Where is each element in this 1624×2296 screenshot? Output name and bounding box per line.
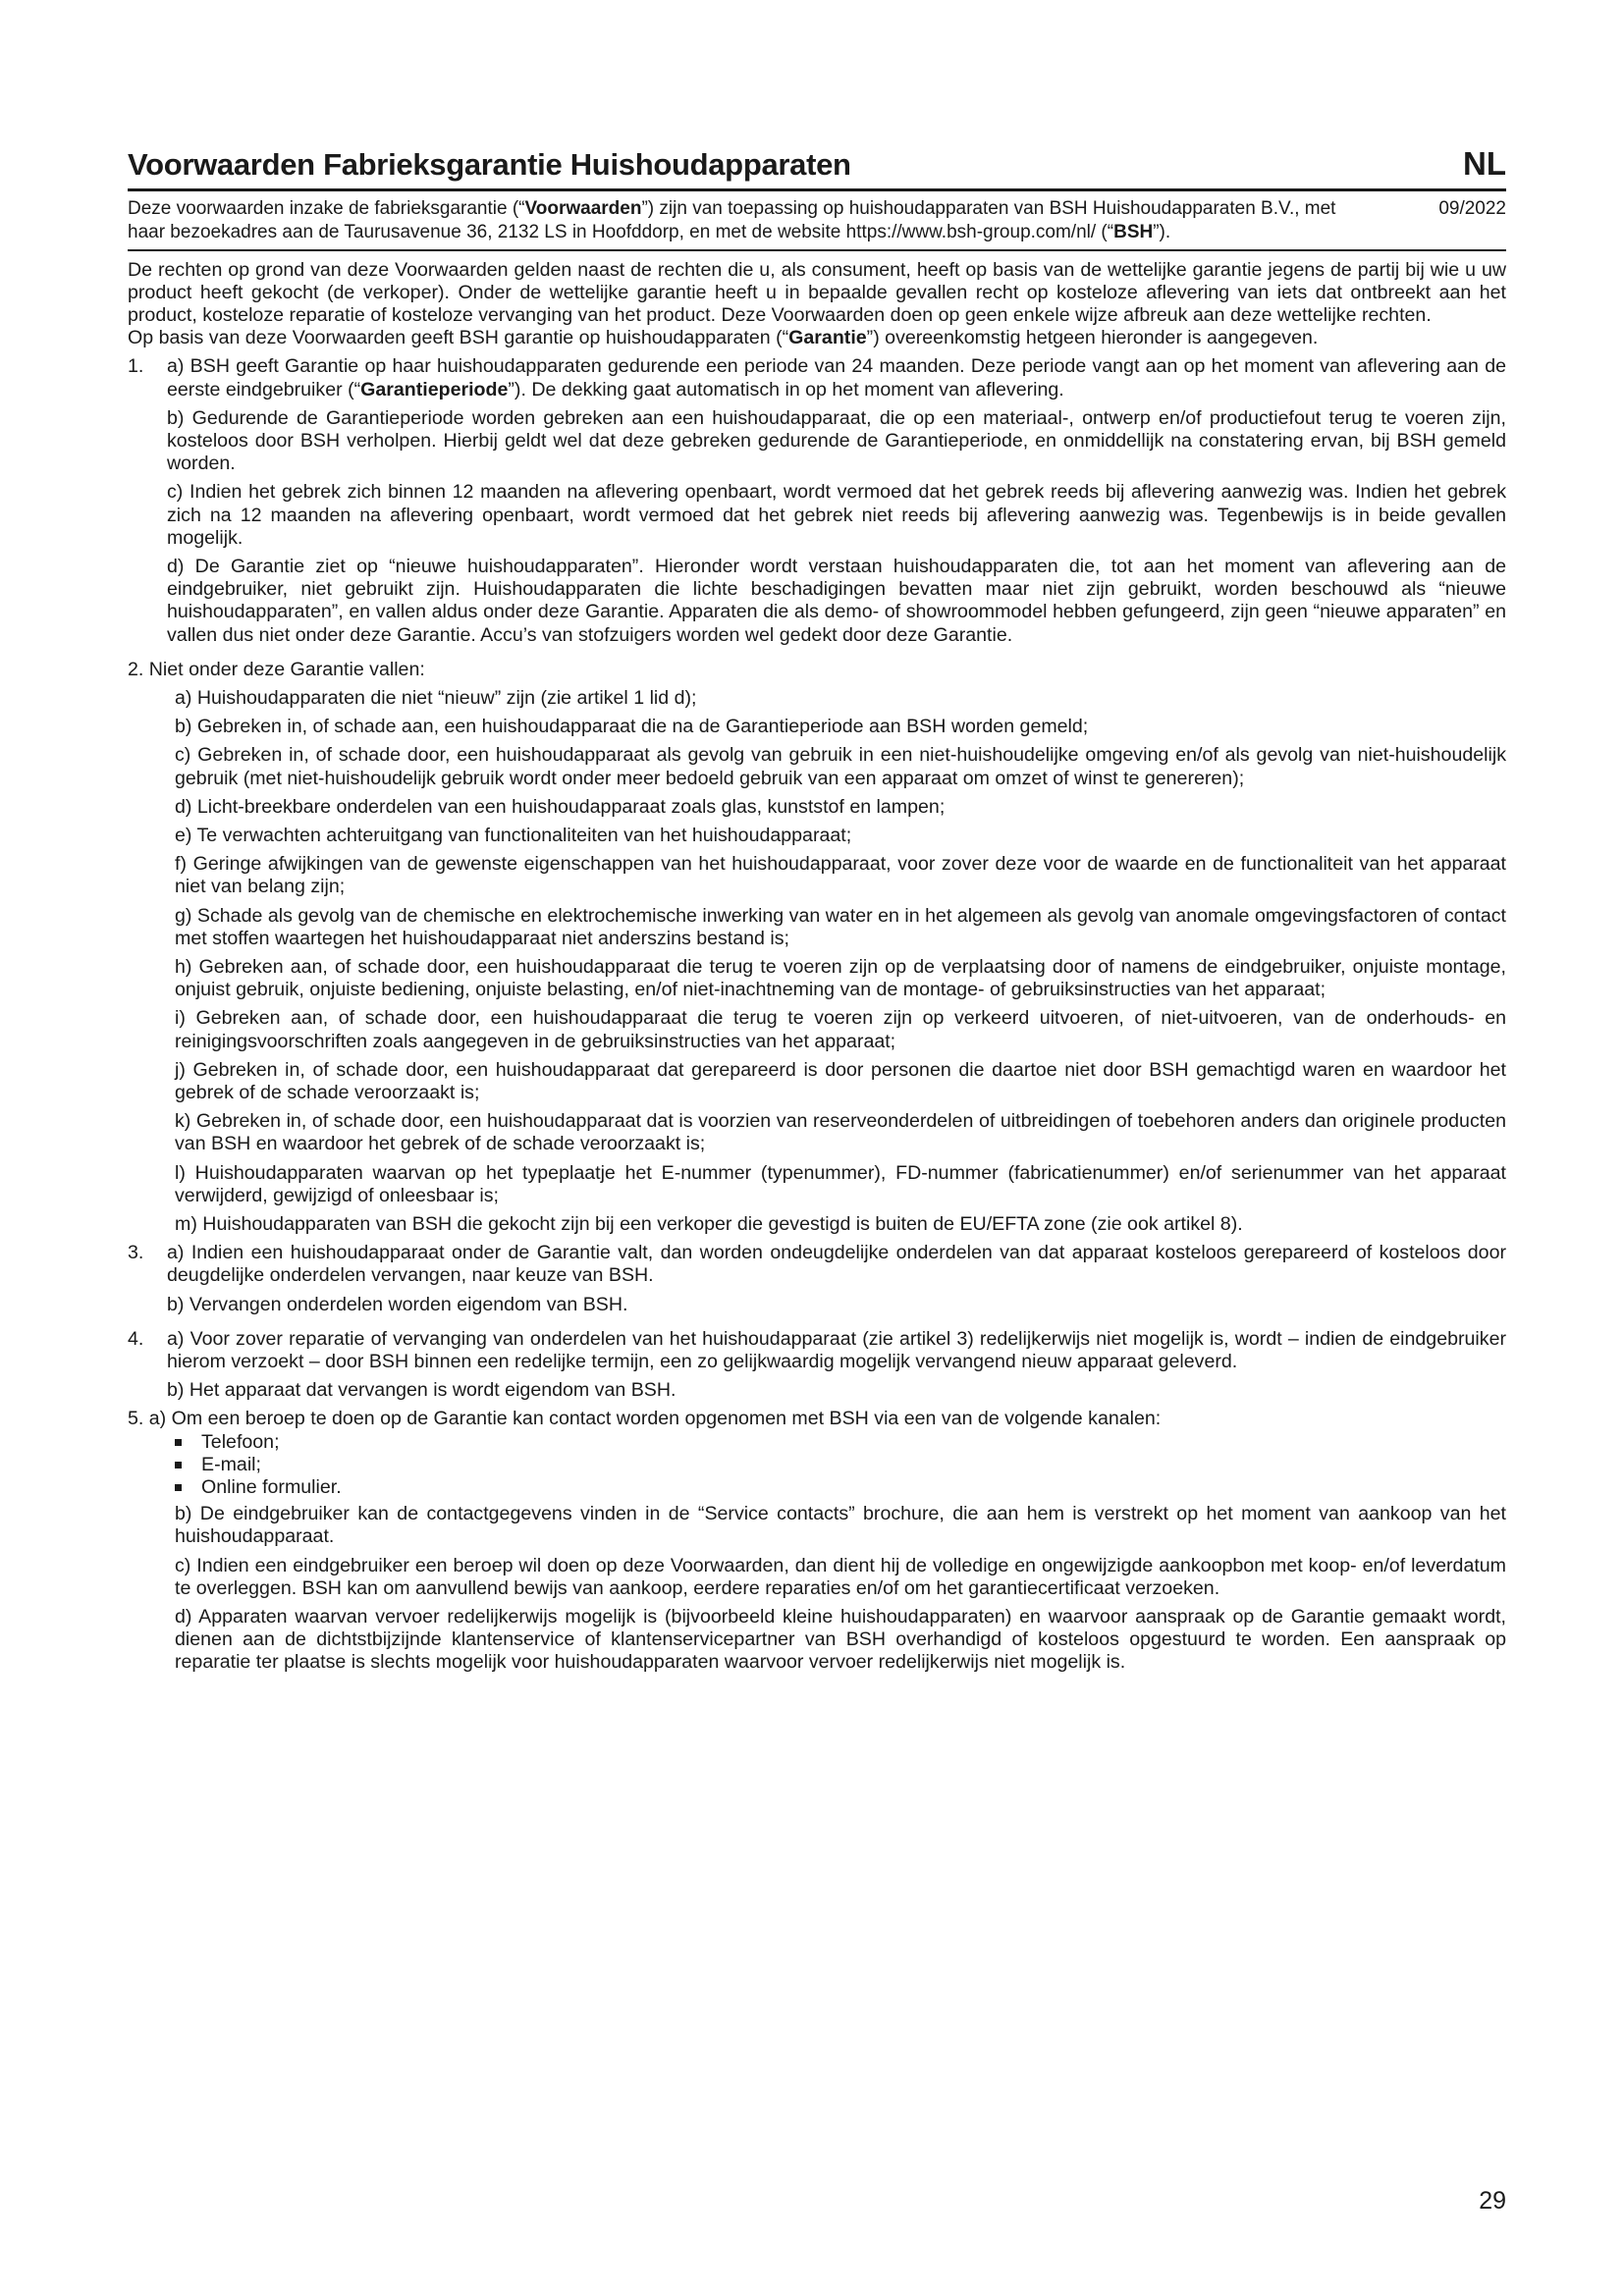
document-date: 09/2022 <box>1438 198 1506 219</box>
intro-row <box>128 197 1506 243</box>
article-1 <box>128 355 1506 652</box>
article-2l: l) Huishoudapparaten waarvan op het typeplaatje het E-nummer (typenummer), FD-nummer (fabricatienummer) en/of serienummer van het apparaat verwijderd, gewijzigd of onleesbaar is; <box>175 1161 1506 1206</box>
article-2 <box>128 659 1506 1236</box>
article-2h: h) Gebreken aan, of schade door, een huishoudapparaat die terug te voeren zijn op de verplaatsing door of namens de eindgebruiker, onjuiste montage, onjuist gebruik, onjuiste bediening, onjuiste belasting, en/of niet-inachtneming van de montage- of gebruiksinstructies van het apparaat; <box>175 955 1506 1001</box>
header-row <box>128 145 1506 183</box>
article-5b: b) De eindgebruiker kan de contactgegevens vinden in de “Service contacts” brochure, die aan hem is verstrekt op het moment van aankoop van het huishoudapparaat. <box>175 1503 1506 1548</box>
page-number: 29 <box>1479 2187 1506 2215</box>
intro-rule <box>128 249 1506 251</box>
article-2d: d) Licht-breekbare onderdelen van een huishoudapparaat zoals glas, kunststof en lampen; <box>175 795 946 818</box>
article-number: 1. <box>128 355 144 378</box>
bullet-square-icon <box>175 1439 182 1446</box>
bullet-square-icon <box>175 1462 182 1468</box>
article-1d: d) De Garantie ziet op “nieuwe huishoudapparaten”. Hieronder wordt verstaan huishoudapparaten die, tot aan het moment van aflevering aan de eindgebruiker, niet gebruikt zijn. Huishoudapparaten die lichte beschadigingen bevatten maar niet zijn gebruikt, worden beschouwd als “nieuwe huishoudapparaten”, en vallen aldus onder deze Garantie. Apparaten die als demo- of showroommodel hebben gefungeerd, zijn geen “nieuwe apparaten” en vallen dus niet onder deze Garantie. Accu’s van stofzuigers worden wel gedekt door deze Garantie. <box>167 555 1506 646</box>
article-number: 4. <box>128 1327 144 1350</box>
article-2i: i) Gebreken aan, of schade door, een huishoudapparaat die terug te voeren zijn op verkeerd uitvoeren, of niet-uitvoeren, van de onderhouds- en reinigingsvoorschriften zoals aangegeven in de gebruiksinstructies van het apparaat; <box>175 1007 1506 1052</box>
article-1a: a) BSH geeft Garantie op haar huishoudapparaten gedurende een periode van 24 maanden. Deze periode vangt aan op het moment van aflevering aan de eerste eindgebruiker (“Garantieperiode”). De dekking gaat automatisch in op het moment van aflevering. <box>167 355 1506 400</box>
article-5 <box>128 1408 1506 1674</box>
article-1c: c) Indien het gebrek zich binnen 12 maanden na aflevering openbaart, wordt vermoed dat het gebrek reeds bij aflevering aanwezig was. Indien het gebrek zich na 12 maanden na aflevering openbaart, wordt vermoed dat het gebrek niet reeds bij aflevering aanwezig was. Tegenbewijs is in beide gevallen mogelijk. <box>167 481 1506 549</box>
intro-text: Deze voorwaarden inzake de fabrieksgarantie (“Voorwaarden”) zijn van toepassing op huishoudapparaten van BSH Huishoudapparaten B.V., met haar bezoekadres aan de Taurusavenue 36, 2132 LS in Hoofddorp, en met de website https://www.bsh-group.com/nl/ (“BSH”). <box>128 198 1336 242</box>
language-code: NL <box>1463 145 1506 182</box>
article-3 <box>128 1242 1506 1322</box>
preamble-paragraph: De rechten op grond van deze Voorwaarden gelden naast de rechten die u, als consument, heeft op basis van de wettelijke garantie jegens de partij bij wie u uw product heeft gekocht (de verkoper). Onder de wettelijke garantie heeft u in bepaalde gevallen recht op kosteloze aflevering van iets dat ontbreekt aan het product, kosteloze reparatie of kosteloze vervanging van het product. Deze Voorwaarden doen op geen enkele wijze afbreuk aan deze wettelijke rechten. <box>128 258 1506 326</box>
article-2b: b) Gebreken in, of schade aan, een huishoudapparaat die na de Garantieperiode aan BSH worden gemeld; <box>175 716 1089 738</box>
article-3b: b) Vervangen onderdelen worden eigendom van BSH. <box>167 1293 628 1315</box>
article-2-heading: 2. Niet onder deze Garantie vallen: <box>128 658 425 680</box>
list-item: E-mail; <box>175 1454 1506 1476</box>
article-4 <box>128 1328 1506 1409</box>
article-2a: a) Huishoudapparaten die niet “nieuw” zijn (zie artikel 1 lid d); <box>175 686 697 709</box>
article-2e: e) Te verwachten achteruitgang van functionaliteiten van het huishoudapparaat; <box>175 824 852 846</box>
header-rule <box>128 188 1506 191</box>
contact-channel-list <box>175 1431 1506 1500</box>
article-3a: a) Indien een huishoudapparaat onder de Garantie valt, dan worden ondeugdelijke onderdelen van dat apparaat kosteloos gerepareerd of kosteloos door deugdelijke onderdelen vervangen, naar keuze van BSH. <box>167 1242 1506 1287</box>
article-5-heading: 5. a) Om een beroep te doen op de Garantie kan contact worden opgenomen met BSH via een van de volgende kanalen: <box>128 1408 1162 1430</box>
document-page <box>128 145 1506 1681</box>
article-2c: c) Gebreken in, of schade door, een huishoudapparaat als gevolg van gebruik in een niet-huishoudelijke omgeving en/of als gevolg van niet-huishoudelijk gebruik (met niet-huishoudelijk gebruik wordt onder meer bedoeld gebruik van een apparaat om omzet of winst te genereren); <box>175 744 1506 789</box>
article-2g: g) Schade als gevolg van de chemische en elektrochemische inwerking van water en in het algemeen als gevolg van anomale omgevingsfactoren of contact met stoffen waartegen het huishoudapparaat niet anderszins bestand is; <box>175 904 1506 949</box>
article-5d: d) Apparaten waarvan vervoer redelijkerwijs mogelijk is (bijvoorbeeld kleine huishoudapparaten) en waarvoor aanspraak op de Garantie gemaakt wordt, dienen aan de dichtstbijzijnde klantenservice of klantenservicepartner van BSH overhandigd of kosteloos opgestuurd te worden. Een aanspraak op reparatie ter plaatse is slechts mogelijk voor huishoudapparaten waarvoor vervoer redelijkerwijs niet mogelijk is. <box>175 1606 1506 1674</box>
page-title: Voorwaarden Fabrieksgarantie Huishoudapparaten <box>128 147 851 182</box>
article-2j: j) Gebreken in, of schade door, een huishoudapparaat dat gerepareerd is door personen die daartoe niet door BSH gemachtigd waren en waardoor het gebrek of de schade veroorzaakt is; <box>175 1058 1506 1103</box>
article-2f: f) Geringe afwijkingen van de gewenste eigenschappen van het huishoudapparaat, voor zover deze voor de waarde en de functionaliteit van het apparaat niet van belang zijn; <box>175 853 1506 898</box>
bullet-square-icon <box>175 1484 182 1491</box>
list-item: Telefoon; <box>175 1431 1506 1454</box>
article-4a: a) Voor zover reparatie of vervanging van onderdelen van het huishoudapparaat (zie artikel 3) redelijkerwijs niet mogelijk is, wordt – indien de eindgebruiker hierom verzoekt – door BSH binnen een redelijke termijn, een zo gelijkwaardig mogelijk vervangend nieuw apparaat geleverd. <box>167 1327 1506 1373</box>
article-5c: c) Indien een eindgebruiker een beroep wil doen op deze Voorwaarden, dan dient hij de volledige en ongewijzigde aankoopbon met koop- en/of leverdatum te overleggen. BSH kan om aanvullend bewijs van aankoop, eerdere reparaties en/of om het garantiecertificaat verzoeken. <box>175 1554 1506 1599</box>
list-item: Online formulier. <box>175 1476 1506 1499</box>
article-1b: b) Gedurende de Garantieperiode worden gebreken aan een huishoudapparaat, die op een materiaal-, ontwerp en/of productiefout terug te voeren zijn, kosteloos door BSH verholpen. Hierbij geldt wel dat deze gebreken gedurende de Garantieperiode, en onmiddellijk na constatering ervan, bij BSH gemeld worden. <box>167 406 1506 475</box>
article-2m: m) Huishoudapparaten van BSH die gekocht zijn bij een verkoper die gevestigd is buiten de EU/EFTA zone (zie ook artikel 8). <box>175 1213 1243 1236</box>
article-number: 3. <box>128 1242 144 1264</box>
article-4b: b) Het apparaat dat vervangen is wordt eigendom van BSH. <box>167 1379 677 1402</box>
preamble-paragraph-garantie: Op basis van deze Voorwaarden geeft BSH garantie op huishoudapparaten (“Garantie”) overeenkomstig hetgeen hieronder is aangegeven. <box>128 327 1319 349</box>
article-2k: k) Gebreken in, of schade door, een huishoudapparaat dat is voorzien van reserveonderdelen of uitbreidingen of toebehoren anders dan originele producten van BSH en waardoor het gebrek of de schade veroorzaakt is; <box>175 1110 1506 1155</box>
